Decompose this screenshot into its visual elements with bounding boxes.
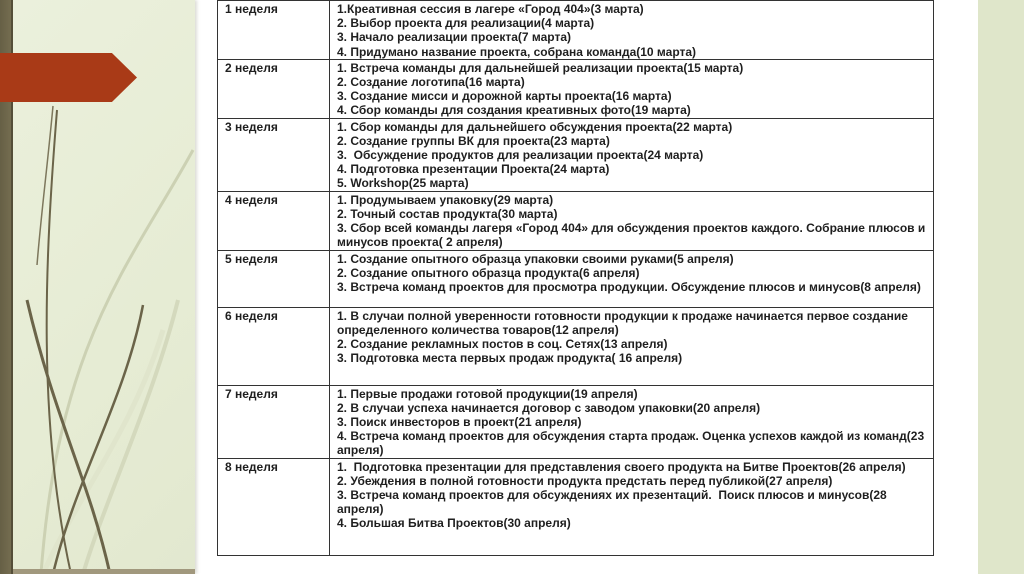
task-item: 1. Создание опытного образца упаковки своими руками(5 апреля) xyxy=(337,251,734,266)
week-label-cell: 8 неделя xyxy=(218,458,330,555)
task-item: 1. Встреча команды для дальнейшей реализации проекта(15 марта) xyxy=(337,60,744,75)
tasks-cell xyxy=(330,118,934,191)
task-item: 3. Встреча команд проектов для обсуждениях их презентаций. Поиск плюсов и минусов(28 апреля) xyxy=(337,488,891,517)
task-item: 2. В случаи успеха начинается договор с заводом упаковки(20 апреля) xyxy=(337,400,761,415)
task-item: 1. Первые продажи готовой продукции(19 апреля) xyxy=(337,386,638,401)
task-item: 1.Креативная сессия в лагере «Город 404»(3 марта) xyxy=(337,2,644,16)
task-item: 4. Придумано название проекта, собрана команда(10 марта) xyxy=(337,44,697,59)
task-item: 1. Продумываем упаковку(29 марта) xyxy=(337,192,554,207)
panel-bottom-shadow xyxy=(13,569,195,574)
table-row xyxy=(218,458,934,555)
table-row xyxy=(218,191,934,250)
week-label-cell: 1 неделя xyxy=(218,1,330,60)
task-item: 3. Создание мисси и дорожной карты проекта(16 марта) xyxy=(337,89,672,104)
week-label-cell: 7 неделя xyxy=(218,385,330,458)
task-item: 2. Точный состав продукта(30 марта) xyxy=(337,206,558,221)
task-item: 3. Обсуждение продуктов для реализации проекта(24 марта) xyxy=(337,148,704,163)
tasks-cell xyxy=(330,385,934,458)
week-label-cell: 5 неделя xyxy=(218,250,330,307)
table-row xyxy=(218,59,934,118)
schedule-table xyxy=(217,0,934,556)
task-item: 4. Большая Битва Проектов(30 апреля) xyxy=(337,516,571,531)
red-arrow-decoration xyxy=(0,53,137,102)
task-item: 3. Сбор всей команды лагеря «Город 404» для обсуждения проектов каждого. Собрание плюсов и минусов проекта( 2 апреля) xyxy=(337,221,929,250)
table-row xyxy=(218,118,934,191)
task-item: 4. Подготовка презентации Проекта(24 марта) xyxy=(337,162,610,177)
tasks-cell xyxy=(330,1,934,60)
task-item: 3. Подготовка места первых продаж продукта( 16 апреля) xyxy=(337,351,683,366)
task-item: 3. Начало реализации проекта(7 марта) xyxy=(337,30,572,45)
task-item: 1. Подготовка презентации для представления своего продукта на Битве Проектов(26 апреля) xyxy=(337,459,906,474)
table-row xyxy=(218,250,934,307)
table-row xyxy=(218,307,934,385)
table-row xyxy=(218,385,934,458)
task-item: 1. В случаи полной уверенности готовности продукции к продаже начинается первое создание определенного количества товаров(12 апреля) xyxy=(337,308,912,337)
task-item: 1. Сбор команды для дальнейшего обсуждения проекта(22 марта) xyxy=(337,119,733,134)
tasks-cell xyxy=(330,458,934,555)
tasks-cell xyxy=(330,59,934,118)
week-label-cell: 6 неделя xyxy=(218,307,330,385)
week-label-cell: 4 неделя xyxy=(218,191,330,250)
task-item: 2. Выбор проекта для реализации(4 марта) xyxy=(337,16,595,31)
task-item: 2. Убеждения в полной готовности продукта предстать перед публикой(27 апреля) xyxy=(337,473,833,488)
week-label-cell: 2 неделя xyxy=(218,59,330,118)
task-item: 4. Сбор команды для создания креативных фото(19 марта) xyxy=(337,103,691,118)
task-item: 4. Встреча команд проектов для обсуждения старта продаж. Оценка успехов каждой из команд(23 апреля) xyxy=(337,429,928,458)
task-item: 2. Создание рекламных постов в соц. Сетях(13 апреля) xyxy=(337,337,668,352)
right-band-decoration xyxy=(978,0,1024,574)
table-row xyxy=(218,1,934,60)
tasks-cell xyxy=(330,191,934,250)
tasks-cell xyxy=(330,307,934,385)
task-item: 2. Создание логотипа(16 марта) xyxy=(337,75,525,90)
task-item: 5. Workshop(25 марта) xyxy=(337,176,469,191)
task-item: 2. Создание опытного образца продукта(6 апреля) xyxy=(337,265,640,280)
task-item: 3. Встреча команд проектов для просмотра продукции. Обсуждение плюсов и минусов(8 апреля) xyxy=(337,280,921,295)
week-label-cell: 3 неделя xyxy=(218,118,330,191)
tasks-cell xyxy=(330,250,934,307)
task-item: 2. Создание группы ВК для проекта(23 марта) xyxy=(337,133,610,148)
task-item: 3. Поиск инвесторов в проект(21 апреля) xyxy=(337,415,582,430)
